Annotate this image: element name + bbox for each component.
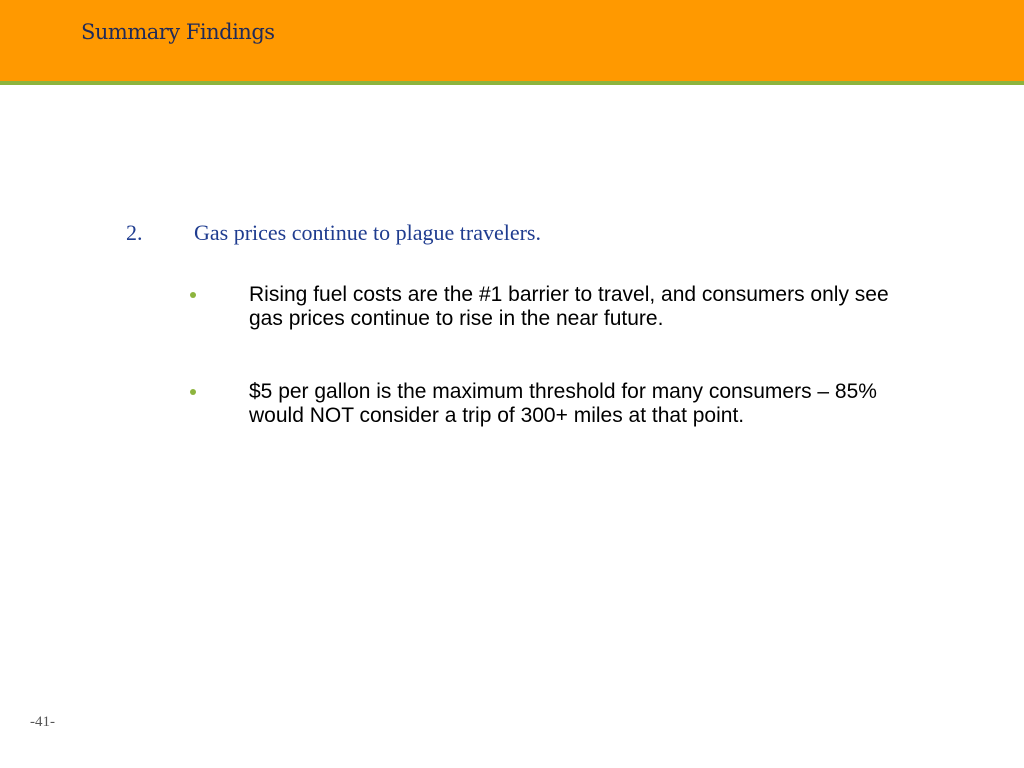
header-divider [0, 81, 1024, 85]
bullet-dot-icon [190, 389, 196, 395]
slide-title: Summary Findings [81, 20, 275, 44]
header-bar [0, 0, 1024, 81]
point-number: 2. [126, 220, 143, 245]
bullet-dot-icon [190, 292, 196, 298]
page-number: -41- [30, 714, 55, 730]
bullet-text: Rising fuel costs are the #1 barrier to travel, and consumers only see gas prices continue to rise in the near future. [249, 283, 889, 330]
bullet-text: $5 per gallon is the maximum threshold for many consumers – 85% would NOT consider a trip of 300+ miles at that point. [249, 380, 877, 427]
point-heading: Gas prices continue to plague travelers. [194, 220, 541, 245]
